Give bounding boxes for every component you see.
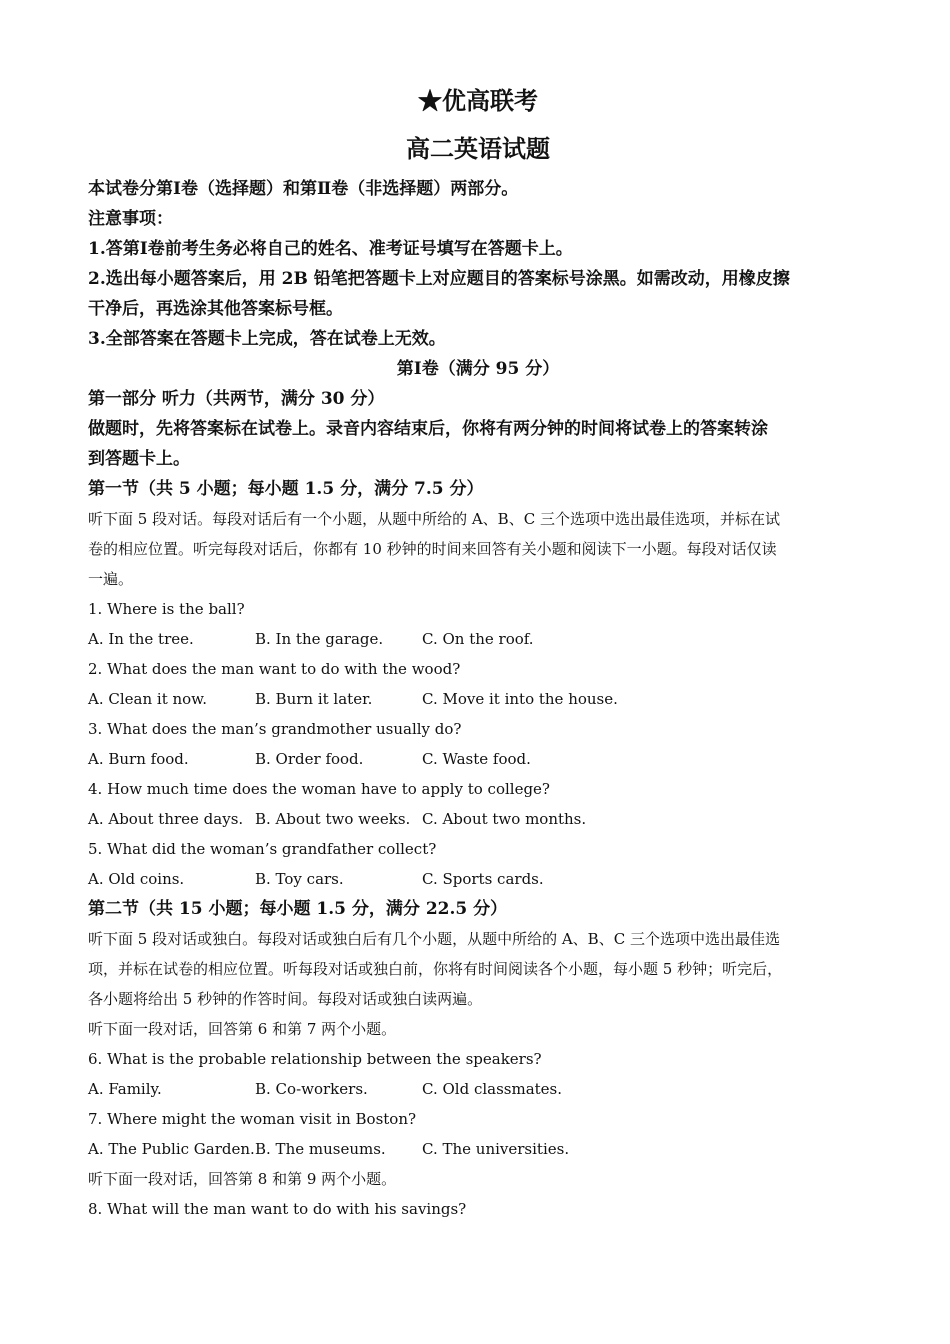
option-b: B. Burn it later. [255,690,373,708]
option-a: A. About three days. [88,810,244,828]
question-7: 7. Where might the woman visit in Boston? [88,1110,417,1128]
section2-instruction: 听下面 5 段对话或独白。每段对话或独白后有几个小题，从题中所给的 A、B、C 三个选项中选出最佳选 [88,930,780,948]
notice-heading: 注意事项： [88,209,173,229]
option-a: A. Burn food. [88,750,189,768]
question-7-options [88,1134,868,1164]
question-3-options [88,744,868,774]
part-instruction-cont: 到答题卡上。 [88,449,190,469]
question-4: 4. How much time does the woman have to apply to college? [88,780,550,798]
option-c: C. The universities. [422,1140,570,1158]
question-3: 3. What does the man’s grandmother usually do? [88,720,462,738]
option-c: C. On the roof. [422,630,534,648]
notice-item-3: 3.全部答案在答题卡上完成，答在试卷上无效。 [88,329,446,349]
exam-header-title: ★优高联考 [418,86,538,115]
option-a: A. Old coins. [88,870,185,888]
option-b: B. About two weeks. [255,810,411,828]
section1-instruction-cont: 卷的相应位置。听完每段对话后，你都有 10 秒钟的时间来回答有关小题和阅读下一小题。每段对话仅读 [88,540,777,558]
option-b: B. Toy cars. [255,870,344,888]
question-4-options [88,804,868,834]
section1-instruction-end: 一遍。 [88,570,134,588]
question-2: 2. What does the man want to do with the wood? [88,660,461,678]
option-c: C. Old classmates. [422,1080,563,1098]
section2-heading: 第二节（共 15 小题；每小题 1.5 分，满分 22.5 分） [88,899,508,919]
volume-heading: 第Ⅰ卷（满分 95 分） [396,359,560,379]
question-1-options [88,624,868,654]
option-b: B. In the garage. [255,630,384,648]
part-instruction: 做题时，先将答案标在试卷上。录音内容结束后，你将有两分钟的时间将试卷上的答案转涂 [88,419,768,439]
option-a: A. Family. [88,1080,162,1098]
option-a: A. The Public Garden. [88,1140,255,1158]
notice-item-2-cont: 干净后，再选涂其他答案标号框。 [88,299,343,319]
option-b: B. Co-workers. [255,1080,368,1098]
option-c: C. About two months. [422,810,587,828]
option-c: C. Sports cards. [422,870,544,888]
option-b: B. Order food. [255,750,364,768]
option-a: A. Clean it now. [88,690,208,708]
section2-instruction-cont: 项，并标在试卷的相应位置。听每段对话或独白前，你将有时间阅读各个小题，每小题 5 秒钟；听完后， [88,960,783,978]
notice-item-2: 2.选出每小题答案后，用 2B 铅笔把答题卡上对应题目的答案标号涂黑。如需改动，用橡皮擦 [88,269,790,289]
section1-heading: 第一节（共 5 小题；每小题 1.5 分，满分 7.5 分） [88,479,484,499]
intro-line: 本试卷分第Ⅰ卷（选择题）和第Ⅱ卷（非选择题）两部分。 [88,179,519,199]
section2-instruction-end: 各小题将给出 5 秒钟的作答时间。每段对话或独白读两遍。 [88,990,483,1008]
question-5: 5. What did the woman’s grandfather collect? [88,840,437,858]
question-2-options [88,684,868,714]
exam-subject-title: 高二英语试题 [406,134,550,163]
section1-instruction: 听下面 5 段对话。每段对话后有一个小题，从题中所给的 A、B、C 三个选项中选出最佳选项，并标在试 [88,510,780,528]
dialog-intro-6-7: 听下面一段对话，回答第 6 和第 7 两个小题。 [88,1020,397,1038]
question-8: 8. What will the man want to do with his savings? [88,1200,467,1218]
dialog-intro-8-9: 听下面一段对话，回答第 8 和第 9 两个小题。 [88,1170,397,1188]
notice-item-1: 1.答第Ⅰ卷前考生务必将自己的姓名、准考证号填写在答题卡上。 [88,239,573,259]
question-6: 6. What is the probable relationship between the speakers? [88,1050,542,1068]
option-c: C. Move it into the house. [422,690,618,708]
question-1: 1. Where is the ball? [88,600,245,618]
part-heading: 第一部分 听力（共两节，满分 30 分） [88,389,385,409]
exam-page [88,78,868,1224]
question-5-options [88,864,868,894]
option-c: C. Waste food. [422,750,531,768]
option-a: A. In the tree. [88,630,194,648]
question-6-options [88,1074,868,1104]
option-b: B. The museums. [255,1140,386,1158]
